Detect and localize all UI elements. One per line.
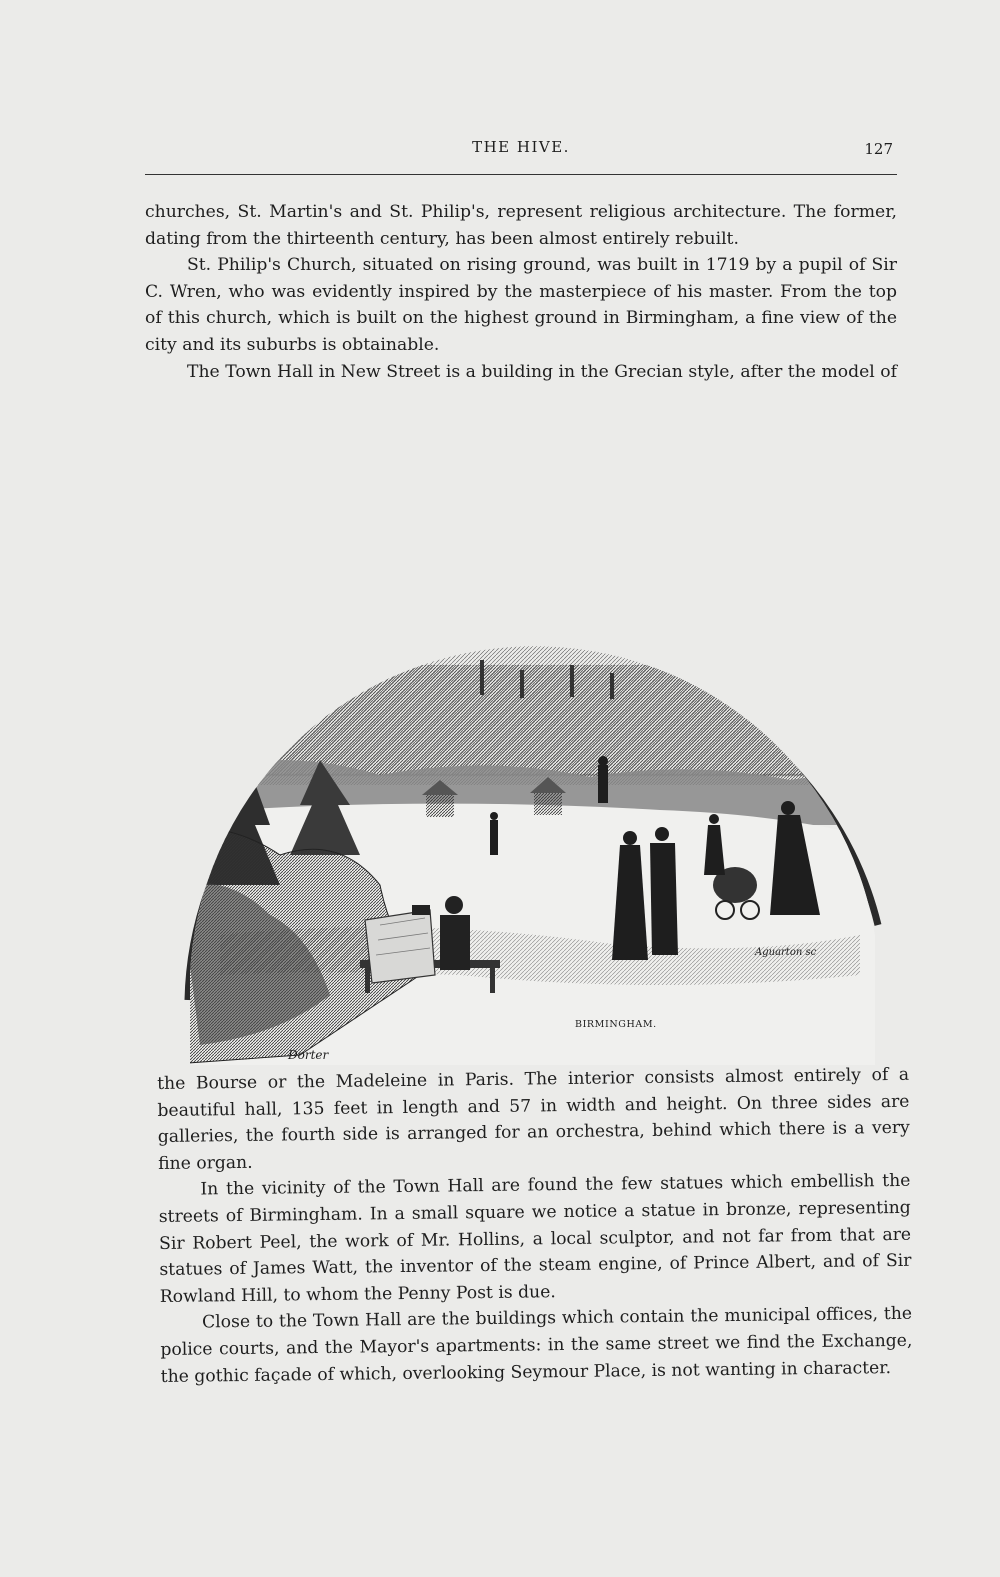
newspaper <box>365 910 435 983</box>
page-number: 127 <box>864 140 893 158</box>
paragraph-statues: In the vicinity of the Town Hall are found the few statues which embellish the streets of Birmingham. In a small square we notice a statue in bronze, representing Sir Robert Peel, the work of Mr. Hollins, a local sculptor, and not far from that are statues of James Watt, the inventor of the steam engine, of Prince Albert, and of Sir Rowland Hill, to whom the Penny Post is due. <box>158 1171 912 1307</box>
engraver-signature-left: Dorter <box>288 1048 329 1062</box>
page-header <box>145 134 897 175</box>
dome-st-philips <box>462 605 482 620</box>
top-text-block <box>145 199 897 385</box>
paragraph-municipal: Close to the Town Hall are the buildings which contain the municipal offices, the police courts, and the Mayor's apartments: in the same street we find the Exchange, the gothic façade of which, overlooking Seymour Place, is not wanting in character. <box>160 1304 913 1387</box>
spire-left <box>432 570 444 630</box>
bottom-text-block <box>157 1062 913 1390</box>
running-title: THE HIVE. <box>472 138 570 156</box>
paragraph-churches: churches, St. Martin's and St. Philip's, represent religious architecture. The former, dating from the thirteenth century, has been almost entirely rebuilt. <box>145 202 897 249</box>
spire-right <box>695 555 709 645</box>
engraving-svg <box>160 415 900 1065</box>
illustration-caption: BIRMINGHAM. <box>575 1019 657 1030</box>
dome-right <box>648 608 666 621</box>
birmingham-engraving <box>160 415 900 1065</box>
paragraph-bourse: the Bourse or the Madeleine in Paris. The interior consists almost entirely of a beautiful hall, 135 feet in length and 57 in width and height. On three sides are galleries, the fourth side is arranged for an orchestra, behind which there is a very fine organ. <box>157 1064 910 1174</box>
engraver-signature-right: Aguarton sc <box>755 947 817 958</box>
paragraph-town-hall-intro: The Town Hall in New Street is a building in the Grecian style, after the model of <box>187 361 897 382</box>
paragraph-st-philips: St. Philip's Church, situated on rising ground, was built in 1719 by a pupil of Sir C. Wren, who was evidently inspired by the masterpiece of his master. From the top of this church, which is built on the highest ground in Birmingham, a fine view of the city and its suburbs is obtainable. <box>145 255 897 355</box>
factory-tower <box>842 623 856 713</box>
